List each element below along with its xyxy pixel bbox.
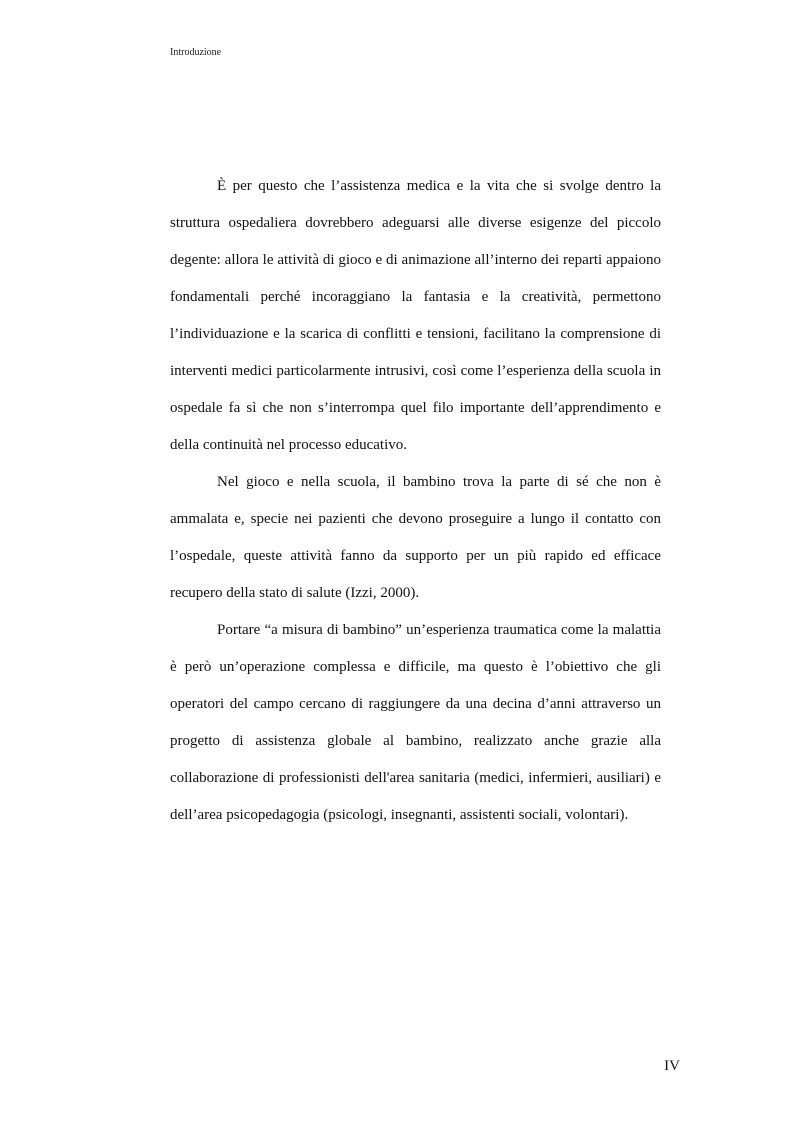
body-text xyxy=(170,168,661,834)
paragraph-2: Nel gioco e nella scuola, il bambino trova la parte di sé che non è ammalata e, specie nei pazienti che devono proseguire a lungo il contatto con l’ospedale, queste attività fanno da supporto per un più rapido ed efficace recupero della stato di salute (Izzi, 2000). xyxy=(170,474,661,601)
page-number: IV xyxy=(664,1058,680,1074)
paragraph-3: Portare “a misura di bambino” un’esperienza traumatica come la malattia è però un’operazione complessa e difficile, ma questo è l’obiettivo che gli operatori del campo cercano di raggiungere da una decina d’anni attraverso un progetto di assistenza globale al bambino, realizzato anche grazie alla collaborazione di professionisti dell'area sanitaria (medici, infermieri, ausiliari) e dell’area psicopedagogia (psicologi, insegnanti, assistenti sociali, volontari). xyxy=(170,622,661,823)
running-header: Introduzione xyxy=(170,47,222,58)
paragraph-1: È per questo che l’assistenza medica e la vita che si svolge dentro la struttura ospedaliera dovrebbero adeguarsi alle diverse esigenze del piccolo degente: allora le attività di gioco e di animazione all’interno dei reparti appaiono fondamentali perché incoraggiano la fantasia e la creatività, permettono l’individuazione e la scarica di conflitti e tensioni, facilitano la comprensione di interventi medici particolarmente intrusivi, così come l’esperienza della scuola in ospedale fa sì che non s’interrompa quel filo importante dell’apprendimento e della continuità nel processo educativo. xyxy=(170,178,661,453)
